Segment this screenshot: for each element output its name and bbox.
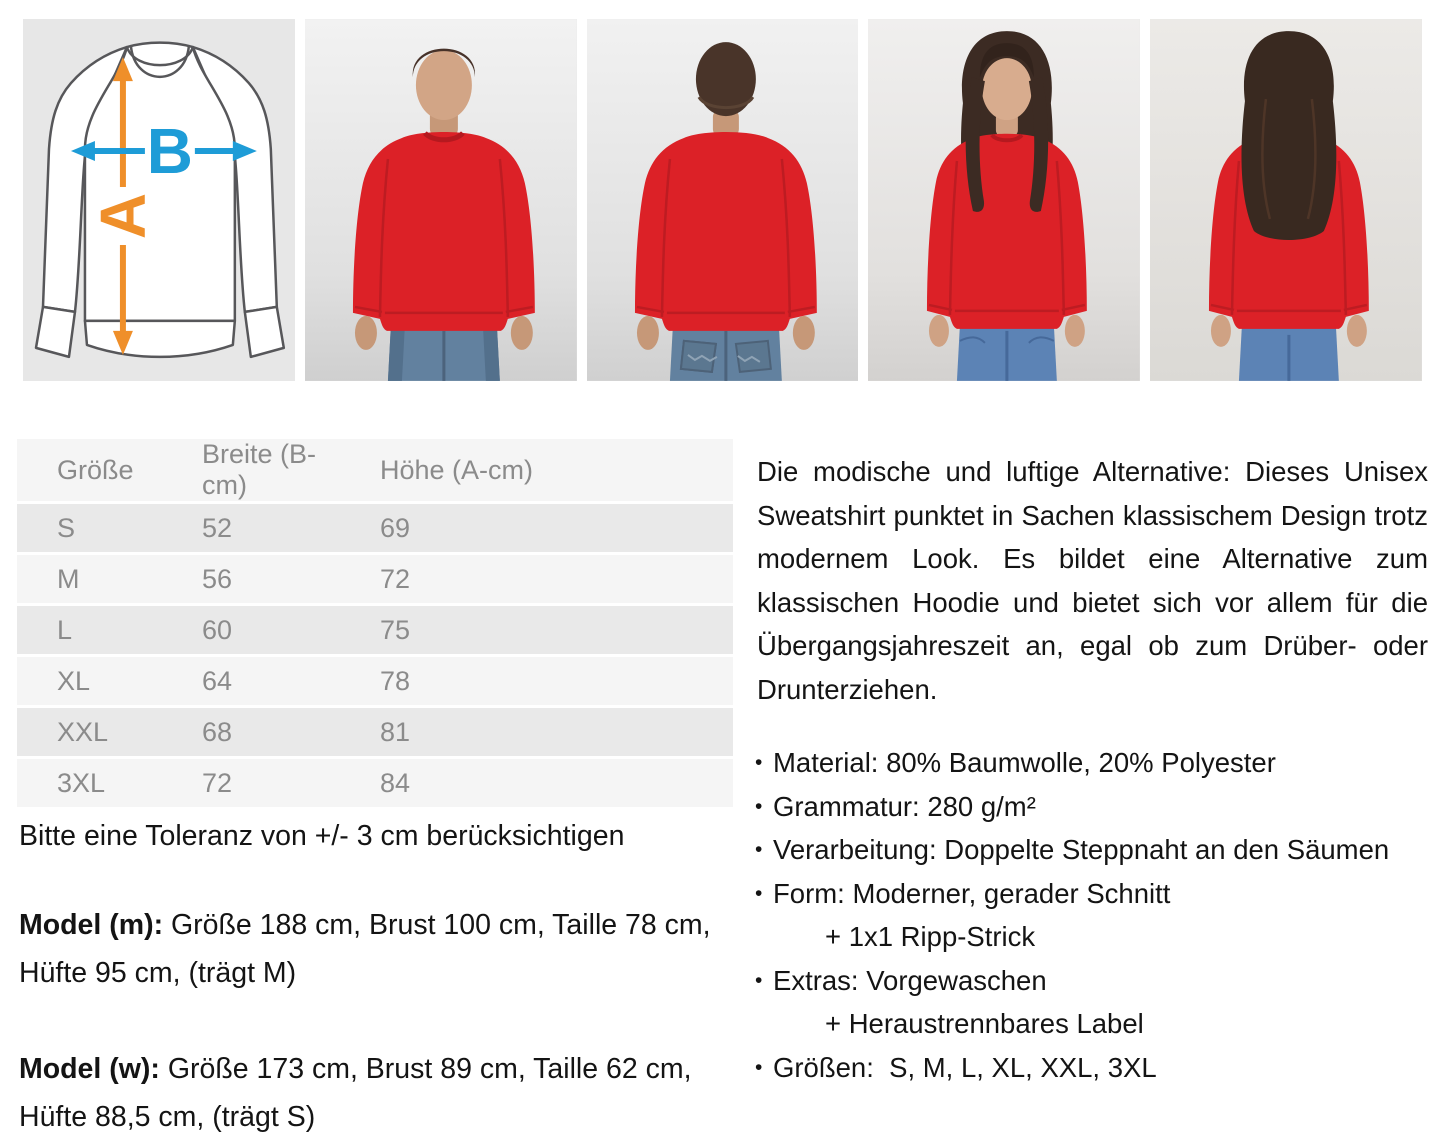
feature-subtext: + 1x1 Ripp-Strick	[825, 921, 1036, 952]
header-hoehe: Höhe (A-cm)	[380, 454, 534, 485]
feature-item	[757, 959, 1428, 1046]
breite-cell: 64	[202, 665, 233, 696]
breite-cell: 52	[202, 512, 233, 543]
right-hand	[511, 316, 533, 350]
hair	[1242, 31, 1337, 240]
bullet-dot-icon: •	[755, 881, 763, 905]
sweatshirt-outline	[36, 43, 284, 357]
model-w-text: Größe 173 cm, Brust 89 cm, Taille 62 cm, Hüfte 88,5 cm, (trägt S)	[19, 1053, 692, 1133]
height-label: A	[86, 192, 159, 240]
feature-text: Verarbeitung: Doppelte Steppnaht an den Säumen	[773, 834, 1390, 865]
man-front-illustration	[305, 19, 577, 381]
left-hand	[637, 316, 659, 350]
size-cell: L	[57, 614, 73, 645]
man-back-illustration	[587, 19, 859, 381]
feature-text: Größen: S, M, L, XL, XXL, 3XL	[773, 1051, 1157, 1083]
size-diagram-panel	[23, 19, 295, 381]
right-hand	[792, 316, 814, 350]
header-groesse: Größe	[57, 454, 134, 485]
breite-cell: 56	[202, 563, 233, 594]
hoehe-cell: 81	[380, 716, 411, 747]
size-cell: M	[57, 563, 80, 594]
feature-item	[757, 785, 1428, 829]
size-info-column	[17, 436, 733, 1141]
product-gallery	[0, 0, 1445, 381]
jeans	[1239, 325, 1339, 381]
left-hand	[1211, 315, 1231, 347]
bullet-dot-icon: •	[755, 794, 763, 818]
jeans	[670, 325, 782, 381]
size-table-row	[17, 504, 733, 552]
hoehe-cell: 75	[380, 614, 411, 645]
sweatshirt	[927, 134, 1087, 329]
right-hand	[1065, 315, 1085, 347]
bullet-dot-icon: •	[755, 1055, 763, 1079]
feature-list	[757, 741, 1428, 1089]
size-table-row	[17, 759, 733, 807]
feature-text: Grammatur: 280 g/m²	[773, 790, 1036, 822]
hoehe-cell: 69	[380, 512, 411, 543]
size-cell: 3XL	[57, 767, 106, 798]
face	[982, 58, 1032, 120]
size-cell: XXL	[57, 716, 109, 747]
feature-text: Material: 80% Baumwolle, 20% Polyester	[773, 747, 1276, 778]
size-table	[17, 436, 733, 810]
bullet-dot-icon: •	[755, 968, 763, 992]
tolerance-note: Bitte eine Toleranz von +/- 3 cm berücksichtigen	[19, 820, 625, 852]
feature-item	[757, 1046, 1428, 1090]
sweatshirt	[353, 132, 535, 331]
breite-cell: 72	[202, 767, 233, 798]
info-section	[0, 436, 1445, 1141]
woman-front-illustration	[868, 19, 1140, 381]
breite-cell: 68	[202, 716, 233, 747]
width-label: B	[146, 115, 193, 188]
photo-woman-back	[1150, 19, 1422, 381]
size-table-row	[17, 606, 733, 654]
size-table-row	[17, 555, 733, 603]
right-hand	[1347, 315, 1367, 347]
model-w-label: Model (w):	[19, 1053, 160, 1085]
photo-woman-front	[868, 19, 1140, 381]
photo-man-back	[587, 19, 859, 381]
header-breite: Breite (B-cm)	[202, 439, 317, 500]
model-m-info	[19, 901, 719, 997]
woman-back-illustration	[1150, 19, 1422, 381]
description-column	[733, 436, 1428, 1089]
product-description: Die modische und luftige Alternative: Dieses Unisex Sweatshirt punktet in Sachen klassischem Design trotz modernem Look. Es bildet eine Alternative zum klassischen Hoodie und bietet sich vor allem für die Übergangsjahreszeit an, egal ob zum Drüber- oder Drunterziehen.	[757, 456, 1428, 705]
model-w-info	[19, 1045, 719, 1141]
bullet-dot-icon: •	[755, 838, 763, 861]
model-m-label: Model (m):	[19, 909, 164, 941]
hoehe-cell: 72	[380, 563, 411, 594]
jeans	[957, 325, 1057, 381]
left-hand	[929, 315, 949, 347]
sweatshirt-measurement-diagram	[23, 19, 295, 381]
feature-item	[757, 741, 1428, 785]
size-cell: XL	[57, 665, 91, 696]
feature-item	[757, 872, 1428, 959]
model-m-text: Größe 188 cm, Brust 100 cm, Taille 78 cm, Hüfte 95 cm, (trägt M)	[19, 909, 711, 989]
size-table-header-row	[17, 439, 733, 501]
feature-text: Form: Moderner, gerader Schnitt	[773, 877, 1171, 909]
photo-man-front	[305, 19, 577, 381]
feature-item	[757, 828, 1428, 872]
hoehe-cell: 84	[380, 767, 411, 798]
size-table-row	[17, 708, 733, 756]
bullet-dot-icon: •	[755, 751, 763, 774]
jeans	[388, 325, 500, 381]
left-hand	[355, 316, 377, 350]
hair	[696, 42, 756, 116]
feature-subtext: + Heraustrennbares Label	[825, 1008, 1144, 1039]
sweatshirt	[635, 132, 817, 331]
breite-cell: 60	[202, 614, 233, 645]
feature-text: Extras: Vorgewaschen	[773, 964, 1047, 996]
size-cell: S	[57, 512, 76, 543]
hoehe-cell: 78	[380, 665, 411, 696]
size-table-row	[17, 657, 733, 705]
